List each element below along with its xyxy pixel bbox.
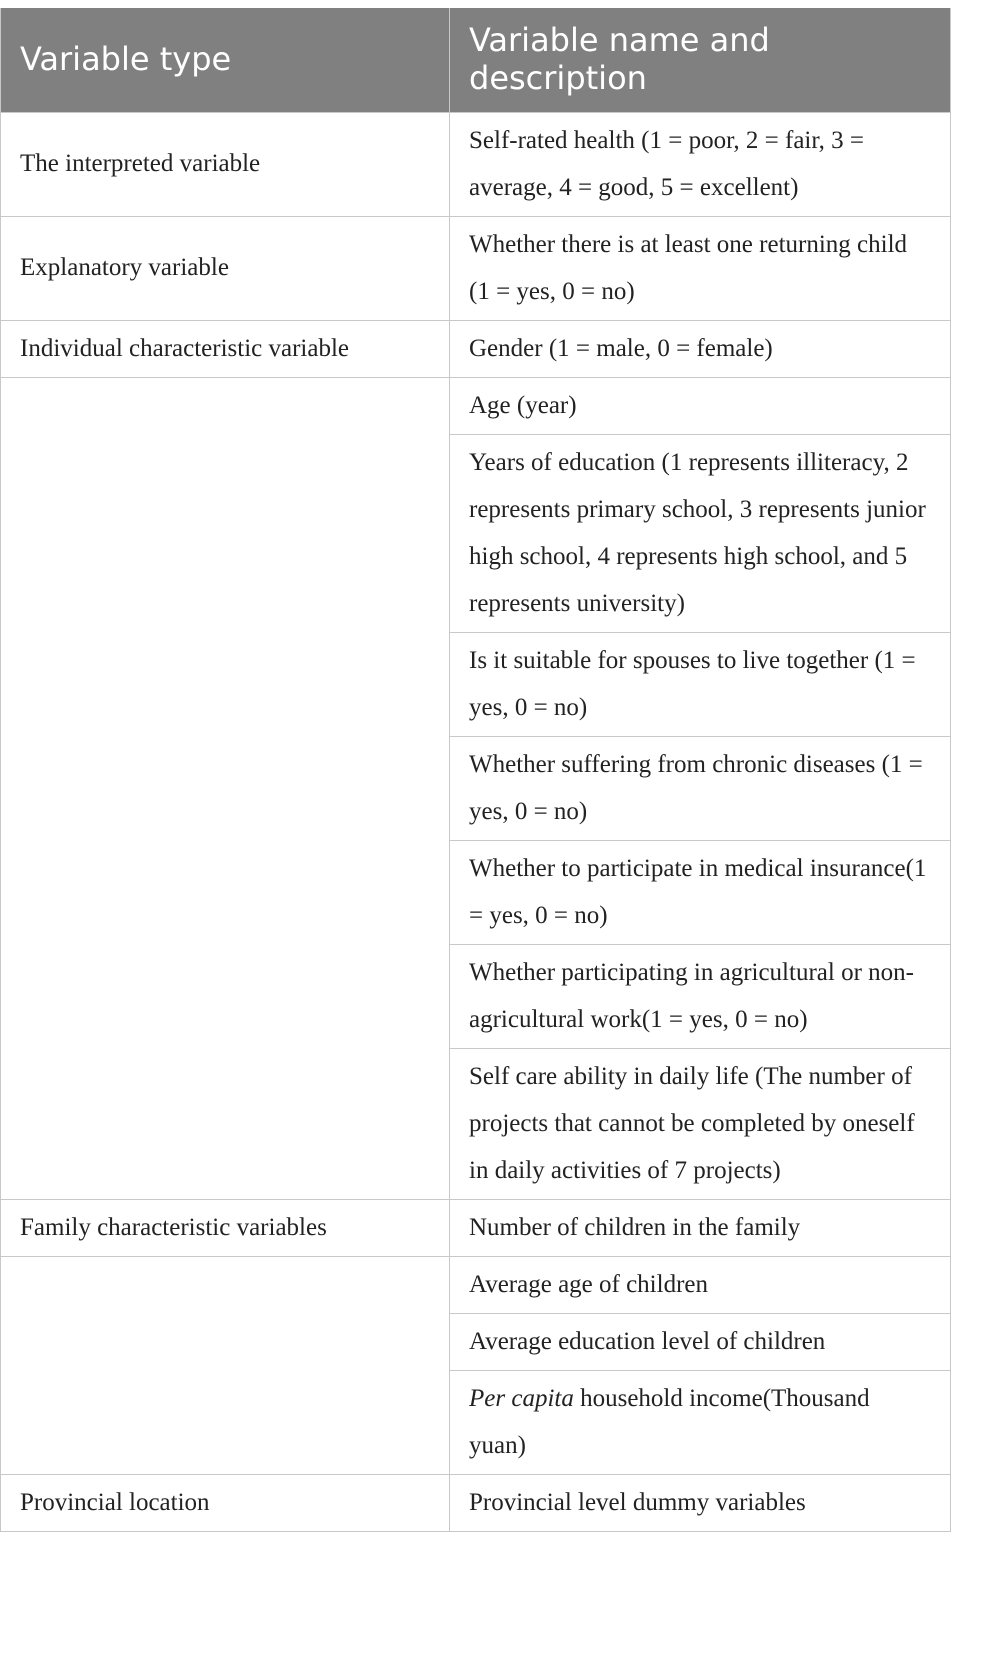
variable-type-cell: The interpreted variable xyxy=(1,112,450,216)
variable-type-cell xyxy=(1,736,450,840)
table-row xyxy=(1,1474,951,1531)
table-row xyxy=(1,736,951,840)
variable-description-cell: Gender (1 = male, 0 = female) xyxy=(450,320,951,377)
table-row xyxy=(1,320,951,377)
variable-description-cell: Number of children in the family xyxy=(450,1199,951,1256)
table-row xyxy=(1,1048,951,1199)
variable-description-cell: Self care ability in daily life (The number of projects that cannot be completed by oneself in daily activities of 7 projects) xyxy=(450,1048,951,1199)
variable-type-cell xyxy=(1,377,450,434)
variable-type-cell xyxy=(1,840,450,944)
table-row xyxy=(1,632,951,736)
variable-description-cell: Whether to participate in medical insurance(1 = yes, 0 = no) xyxy=(450,840,951,944)
table-row xyxy=(1,434,951,632)
table-row xyxy=(1,944,951,1048)
table-row xyxy=(1,1256,951,1313)
variable-type-cell: Provincial location xyxy=(1,1474,450,1531)
variables-table xyxy=(0,8,951,1532)
variable-description-cell: Age (year) xyxy=(450,377,951,434)
variable-type-cell: Individual characteristic variable xyxy=(1,320,450,377)
variable-description-cell: Average education level of children xyxy=(450,1313,951,1370)
variable-description-cell: Whether suffering from chronic diseases (1 = yes, 0 = no) xyxy=(450,736,951,840)
variable-type-cell: Explanatory variable xyxy=(1,216,450,320)
variable-type-cell: Family characteristic variables xyxy=(1,1199,450,1256)
table-row xyxy=(1,840,951,944)
table-row xyxy=(1,377,951,434)
header-variable-type: Variable type xyxy=(1,8,450,112)
variable-description-cell: Self-rated health (1 = poor, 2 = fair, 3 = average, 4 = good, 5 = excellent) xyxy=(450,112,951,216)
variable-type-cell xyxy=(1,434,450,632)
variable-description-cell: Is it suitable for spouses to live together (1 = yes, 0 = no) xyxy=(450,632,951,736)
variable-type-cell xyxy=(1,944,450,1048)
variable-description-cell: Provincial level dummy variables xyxy=(450,1474,951,1531)
variable-type-cell xyxy=(1,1048,450,1199)
italic-term: Per capita xyxy=(469,1384,574,1412)
variable-type-cell xyxy=(1,1256,450,1313)
variable-description-cell: Whether there is at least one returning child (1 = yes, 0 = no) xyxy=(450,216,951,320)
table-row xyxy=(1,1370,951,1474)
variable-type-cell xyxy=(1,1370,450,1474)
table-row xyxy=(1,1313,951,1370)
variable-type-cell xyxy=(1,632,450,736)
variable-description-cell: Average age of children xyxy=(450,1256,951,1313)
description-text: household income(Thousand yuan) xyxy=(469,1384,870,1459)
table-row xyxy=(1,216,951,320)
header-variable-name-description: Variable name and description xyxy=(450,8,951,112)
variable-type-cell xyxy=(1,1313,450,1370)
table-row xyxy=(1,1199,951,1256)
variable-description-cell: Whether participating in agricultural or non-agricultural work(1 = yes, 0 = no) xyxy=(450,944,951,1048)
header-row xyxy=(1,8,951,112)
table-row xyxy=(1,112,951,216)
variable-description-cell xyxy=(450,1370,951,1474)
variable-description-cell: Years of education (1 represents illiteracy, 2 represents primary school, 3 represents junior high school, 4 represents high school, and 5 represents university) xyxy=(450,434,951,632)
